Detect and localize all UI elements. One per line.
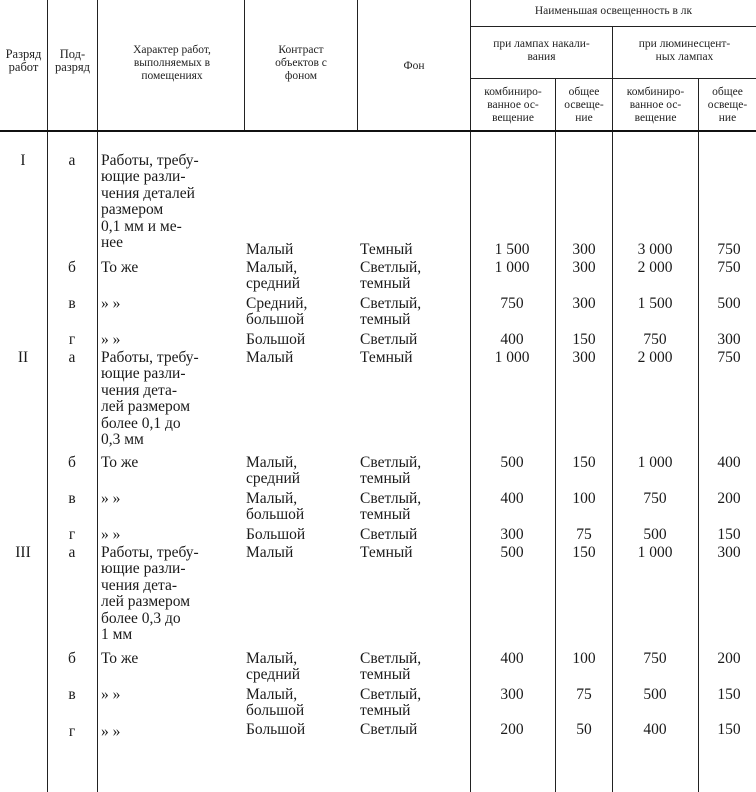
row-combined-incandescent: 750 [500,295,524,312]
row-background: Светлый, темный [360,295,422,329]
row-general-fluorescent: 500 [717,295,741,312]
row-contrast: Большой [246,331,306,348]
row-general-incandescent: 150 [572,454,596,471]
row-contrast: Средний, большой [246,295,308,329]
row-general-fluorescent: 750 [717,349,741,366]
row-combined-incandescent: 400 [500,650,524,667]
row-combined-incandescent: 1 500 [494,241,530,258]
row-combined-incandescent: 300 [500,686,524,703]
row-background: Светлый, темный [360,259,422,293]
row-combined-fluorescent: 1 000 [637,544,673,561]
rule-v-2 [97,0,98,792]
row-background: Светлый, темный [360,454,422,488]
row-work: » » [101,723,121,740]
row-subgrade: г [68,723,76,740]
row-work: » » [101,331,121,348]
row-general-incandescent: 75 [576,526,592,543]
row-general-fluorescent: 750 [717,241,741,258]
row-combined-fluorescent: 400 [643,721,667,738]
row-work: Работы, требу- ющие разли- чения дета- лей размером более 0,3 до 1 мм [101,544,199,644]
row-general-fluorescent: 750 [717,259,741,276]
row-combined-incandescent: 1 000 [494,349,530,366]
row-work: То же [101,259,139,276]
row-combined-incandescent: 500 [500,454,524,471]
row-contrast: Большой [246,526,306,543]
rule-h-header-top [470,26,756,27]
header-grade: Разряд работ [5,47,42,74]
header-combined-incandescent: комбиниро- ванное ос- вещение [484,86,542,124]
rule-h-header-mid [470,78,756,79]
row-subgrade: а [68,152,76,169]
header-combined-fluorescent: комбиниро- ванное ос- вещение [626,86,685,124]
header-general-incandescent: общее освеще- ние [564,86,604,124]
rule-v-7 [612,26,613,792]
row-contrast: Малый, большой [246,686,305,720]
row-subgrade: б [68,454,76,471]
row-background: Светлый, темный [360,650,422,684]
row-general-fluorescent: 400 [717,454,741,471]
row-combined-fluorescent: 1 500 [637,295,673,312]
row-general-fluorescent: 300 [717,544,741,561]
row-combined-fluorescent: 750 [643,650,667,667]
row-general-fluorescent: 200 [717,490,741,507]
row-general-incandescent: 100 [572,490,596,507]
row-subgrade: в [68,490,76,507]
row-combined-fluorescent: 750 [643,331,667,348]
row-background: Темный [360,241,413,258]
row-combined-incandescent: 1 000 [494,259,530,276]
row-general-incandescent: 100 [572,650,596,667]
header-min-illum: Наименьшая освещенность в лк [534,5,693,17]
row-background: Светлый, темный [360,686,422,720]
header-incandescent: при лампах накали- вания [493,38,590,63]
row-combined-incandescent: 400 [500,331,524,348]
row-grade: III [15,544,31,561]
row-contrast: Малый [246,241,294,258]
row-contrast: Малый [246,544,294,561]
row-contrast: Малый [246,349,294,366]
row-combined-incandescent: 500 [500,544,524,561]
row-combined-fluorescent: 500 [643,526,667,543]
row-general-incandescent: 300 [572,295,596,312]
row-general-fluorescent: 150 [717,686,741,703]
row-general-incandescent: 150 [572,331,596,348]
row-work: Работы, требу- ющие разли- чения деталей размером 0,1 мм и ме- нее [101,152,199,252]
header-background: Фон [403,60,425,72]
row-background: Темный [360,544,413,561]
row-general-fluorescent: 300 [717,331,741,348]
row-grade: I [20,152,26,169]
row-general-incandescent: 300 [572,349,596,366]
row-combined-fluorescent: 2 000 [637,349,673,366]
row-background: Светлый [360,526,418,543]
row-contrast: Малый, средний [246,650,301,684]
row-general-fluorescent: 150 [717,526,741,543]
row-general-incandescent: 75 [576,686,592,703]
row-contrast: Малый, большой [246,490,305,524]
row-general-fluorescent: 150 [717,721,741,738]
row-combined-fluorescent: 2 000 [637,259,673,276]
header-work: Характер работ, выполняемых в помещениях [133,44,211,82]
row-general-incandescent: 300 [572,259,596,276]
row-subgrade: б [68,259,76,276]
row-subgrade: а [68,349,76,366]
row-background: Светлый, темный [360,490,422,524]
row-subgrade: б [68,650,76,667]
row-work: » » [101,490,121,507]
row-contrast: Малый, средний [246,454,301,488]
row-work: Работы, требу- ющие разли- чения дета- лей размером более 0,1 до 0,3 мм [101,349,199,449]
row-combined-incandescent: 200 [500,721,524,738]
row-general-incandescent: 300 [572,241,596,258]
row-combined-fluorescent: 500 [643,686,667,703]
row-work: » » [101,295,121,312]
row-subgrade: в [68,295,76,312]
header-fluorescent: при люминесцент- ных лампах [638,38,731,63]
row-subgrade: в [68,686,76,703]
header-subgrade: Под- разряд [54,47,91,74]
row-subgrade: г [68,331,76,348]
row-general-incandescent: 150 [572,544,596,561]
row-general-fluorescent: 200 [717,650,741,667]
rule-v-1 [47,0,48,792]
row-combined-incandescent: 300 [500,526,524,543]
row-combined-fluorescent: 3 000 [637,241,673,258]
header-general-fluorescent: общее освеще- ние [707,86,748,124]
row-subgrade: а [68,544,76,561]
rule-v-8 [698,78,699,792]
row-work: » » [101,686,121,703]
row-work: То же [101,650,139,667]
row-general-incandescent: 50 [576,721,592,738]
rule-v-6 [555,78,556,792]
row-work: То же [101,454,139,471]
row-grade: II [17,349,29,366]
rule-h-header-bottom [0,130,756,132]
row-background: Темный [360,349,413,366]
row-combined-fluorescent: 750 [643,490,667,507]
row-background: Светлый [360,331,418,348]
row-contrast: Малый, средний [246,259,301,293]
row-subgrade: г [68,526,76,543]
header-contrast: Контраст объектов с фоном [275,44,327,82]
row-combined-incandescent: 400 [500,490,524,507]
row-combined-fluorescent: 1 000 [637,454,673,471]
row-work: » » [101,526,121,543]
row-contrast: Большой [246,721,306,738]
row-background: Светлый [360,721,418,738]
